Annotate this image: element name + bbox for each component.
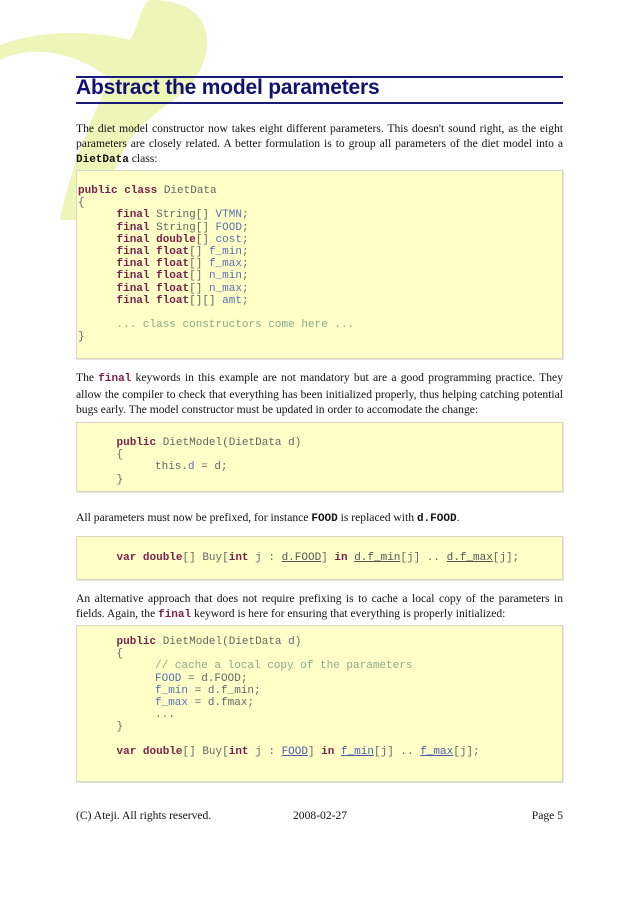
code-keyword: var double: [116, 552, 183, 564]
code-token: ;: [241, 282, 249, 295]
code-token: ;: [241, 221, 249, 234]
paragraph-text: .: [456, 511, 460, 524]
code-line: [77, 209, 354, 221]
code-token: DietModel(DietData d): [156, 636, 302, 648]
code-line: [77, 552, 519, 564]
section-heading: Abstract the model parameters: [76, 76, 380, 99]
code-token: [j];: [453, 745, 480, 758]
code-token: [] Buy[: [182, 745, 229, 758]
paragraph-text: class:: [128, 152, 158, 165]
code-keyword: final double: [116, 233, 196, 246]
code-token: j :: [248, 552, 282, 564]
code-token: d: [188, 461, 195, 474]
code-token: d.FOOD: [281, 552, 322, 564]
code-token: cost: [215, 233, 242, 246]
code-token: d.f_max: [446, 552, 493, 564]
code-token: ;: [241, 294, 249, 307]
code-keyword: in: [321, 745, 335, 758]
code-token: DietModel(DietData d): [156, 437, 302, 449]
code-token: [j] ..: [400, 552, 447, 564]
code-keyword: int: [228, 552, 249, 564]
heading-bottom-rule: [76, 102, 563, 104]
code-line: [77, 185, 354, 197]
code-block-cached-fields: [76, 625, 563, 782]
code-block-dietdata-class: [76, 170, 563, 359]
code-keyword: var double: [116, 745, 183, 758]
code-token: f_min: [155, 684, 189, 697]
code-line: [77, 437, 301, 449]
code-token: []: [189, 270, 209, 283]
code-token: = d;: [194, 461, 228, 474]
code-token: FOOD: [215, 221, 242, 234]
code-keyword: final float: [116, 245, 190, 258]
inline-code: DietData: [76, 154, 129, 166]
code-keyword: in: [334, 552, 348, 564]
code-line: [77, 197, 354, 209]
code-token: [] Buy[: [182, 552, 229, 564]
code-keyword: final float: [116, 270, 190, 283]
code-token: DietData: [157, 185, 217, 197]
code-line: [77, 461, 301, 473]
paragraph-text: is replaced with: [337, 511, 417, 524]
inline-code: d.FOOD: [416, 513, 457, 525]
code-token: ...: [155, 709, 175, 722]
code-line: [77, 709, 480, 721]
code-token: }: [116, 473, 124, 486]
intro-paragraph: [76, 121, 563, 168]
code-line: [77, 636, 480, 648]
code-keyword: int: [228, 745, 249, 758]
code-keyword: public: [116, 636, 157, 648]
alternative-paragraph: [76, 591, 563, 623]
paragraph-text: The: [76, 371, 99, 384]
code-block-constructor: [76, 422, 563, 492]
inline-code: final: [158, 609, 192, 621]
footer-date: 2008-02-27: [293, 809, 348, 822]
code-token: = d.f_min;: [188, 684, 261, 697]
code-token: [j];: [492, 552, 520, 564]
code-token: String[]: [149, 209, 216, 222]
code-token: VTMN: [215, 209, 242, 222]
code-token: ;: [241, 233, 249, 246]
paragraph-text: The diet model constructor now takes eight different parameters. This doesn't sound right, as the eight parameters are closely related. A better formulation is to group all parameters of the diet model into a: [76, 122, 563, 150]
code-line: [77, 474, 301, 486]
code-line: [77, 673, 480, 685]
code-token: FOOD: [155, 672, 182, 685]
paragraph-text: An alternative approach that does not require prefixing is to cache a local copy of the parameters in fields. Again, the: [76, 592, 563, 620]
code-line: [77, 246, 354, 258]
code-line: [77, 270, 354, 282]
code-token: }: [78, 331, 85, 344]
code-token: f_max: [208, 258, 242, 271]
code-comment: // cache a local copy of the parameters: [155, 660, 413, 673]
code-token: f_max: [155, 696, 189, 709]
code-line: [77, 449, 301, 461]
code-token: d.f_min: [354, 552, 401, 564]
code-keyword: public class: [78, 185, 158, 197]
code-line: [77, 319, 354, 331]
code-token: = d.fmax;: [188, 696, 255, 709]
code-token: []: [189, 258, 209, 271]
code-token: ;: [241, 245, 249, 258]
code-line: [77, 685, 480, 697]
code-line: [77, 746, 480, 758]
paragraph-text: keyword is here for ensuring that everything is properly initialized:: [191, 607, 506, 620]
code-block-prefixed-var: [76, 536, 563, 580]
code-token: n_min: [208, 270, 242, 283]
code-line: [77, 234, 354, 246]
code-keyword: final: [116, 209, 150, 222]
final-keywords-paragraph: [76, 370, 563, 417]
code-token: = d.FOOD;: [181, 672, 248, 685]
code-token: []: [189, 245, 209, 258]
code-line: [77, 283, 354, 295]
code-token: this.: [155, 461, 189, 474]
inline-code: FOOD: [311, 513, 338, 525]
code-line: [77, 295, 354, 307]
code-line: [77, 660, 480, 672]
code-keyword: final float: [116, 294, 190, 307]
code-token: f_min: [340, 745, 374, 758]
code-token: {: [116, 449, 124, 462]
code-token: f_min: [208, 245, 242, 258]
code-line: [77, 721, 480, 733]
code-token: {: [116, 648, 124, 661]
code-token: ;: [241, 258, 249, 271]
code-token: [334, 746, 341, 758]
code-token: j :: [248, 745, 282, 758]
code-line: [77, 307, 354, 319]
code-token: String[]: [149, 221, 216, 234]
code-line: [77, 734, 480, 746]
code-keyword: final float: [116, 282, 190, 295]
code-line: [77, 258, 354, 270]
code-token: [j] ..: [374, 745, 421, 758]
code-token: []: [189, 282, 209, 295]
code-line: [77, 222, 354, 234]
code-line: [77, 648, 480, 660]
code-token: ]: [321, 552, 335, 564]
code-keyword: final: [116, 221, 150, 234]
code-token: n_max: [208, 282, 242, 295]
code-token: [][]: [189, 294, 223, 307]
inline-code: final: [98, 373, 132, 385]
code-keyword: final float: [116, 258, 190, 271]
code-token: {: [78, 197, 85, 210]
code-token: []: [195, 233, 216, 246]
footer-copyright: (C) Ateji. All rights reserved.: [76, 809, 212, 822]
footer-page-number: Page 5: [531, 809, 563, 822]
prefix-paragraph: [76, 510, 563, 527]
code-token: ;: [241, 209, 249, 222]
code-line: [77, 331, 354, 343]
code-token: }: [116, 721, 124, 734]
code-token: ]: [307, 745, 322, 758]
paragraph-text: keywords in this example are not mandatory but are a good programming practice. They allow the compiler to check that everything has been initialized properly, thus helping catching potential bugs early. The model constructor must be updated in order to accomodate the change:: [76, 371, 563, 416]
paragraph-text: All parameters must now be prefixed, for instance: [76, 511, 312, 524]
code-token: FOOD: [281, 745, 308, 758]
code-keyword: public: [116, 437, 157, 449]
code-line: [77, 697, 480, 709]
code-token: f_max: [420, 745, 454, 758]
code-token: ;: [241, 270, 249, 283]
code-comment: ... class constructors come here ...: [116, 319, 355, 332]
code-token: amt: [222, 294, 242, 307]
